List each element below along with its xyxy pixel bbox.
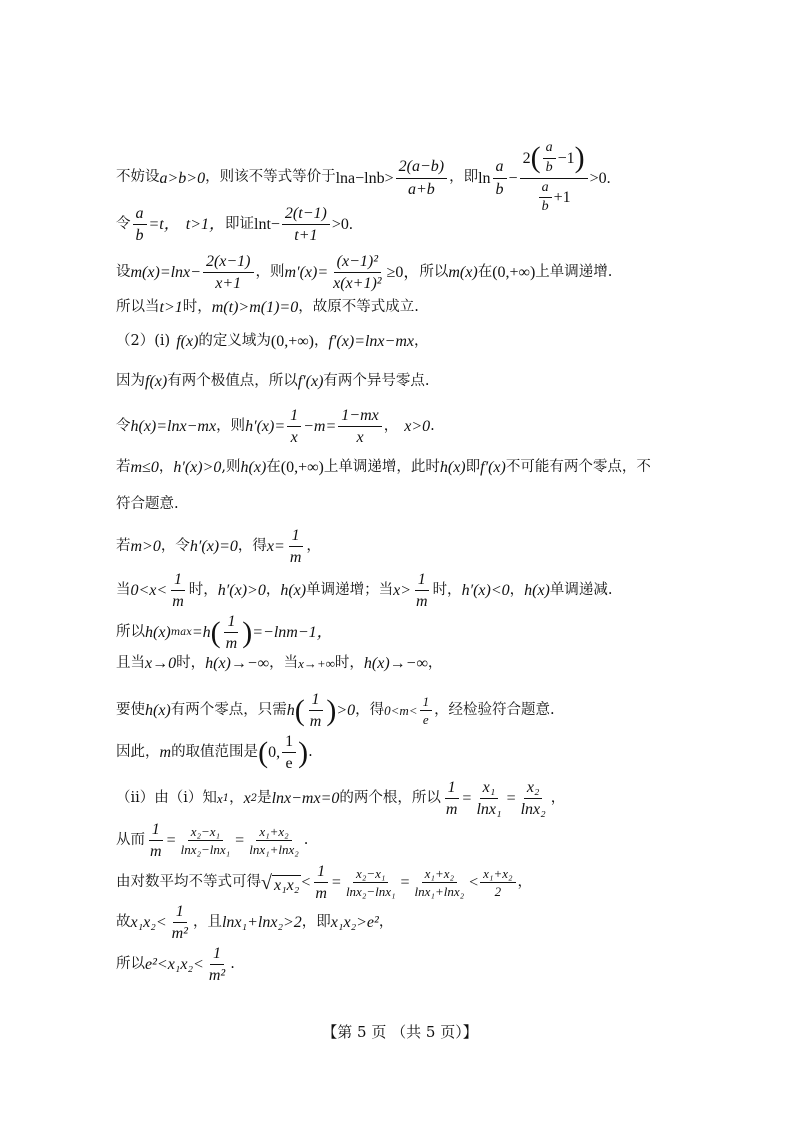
numerator: 1 [282,732,296,753]
numerator: 1−mx [338,406,381,427]
numerator: 1 [224,612,238,633]
math: e²<x₁x₂< [145,956,204,974]
text: 时， [182,298,212,315]
text: 单调递减. [549,581,613,598]
text: 符合题意. [116,496,179,512]
text: 即证 [225,215,254,232]
denominator: x(x+1)² [333,275,382,293]
math: lnt− [254,216,280,234]
math: = [400,874,410,892]
text: 即 [465,458,481,475]
numerator: a [493,157,507,178]
text: 因为 [116,372,145,389]
text: 要使 [116,701,145,718]
math: t>1， [185,216,225,234]
math: a>b>0 [159,169,206,187]
fraction [480,866,515,900]
denominator: m [445,801,458,819]
fraction [338,406,381,447]
fraction [287,526,305,567]
math: h(x) [145,624,171,642]
text: 所以 [116,623,145,640]
text: 时， [176,654,206,671]
numerator: 1 [173,902,187,923]
numerator: x₂−x₁ [353,866,388,884]
denominator: lnx₂−lnx₁ [345,884,396,900]
math: x [243,790,251,808]
text: 的取值范围是 [171,743,259,760]
math: h(x) [439,459,466,476]
text: 从而 [116,831,145,848]
numerator: x₁+x₂ [256,824,291,842]
math: h(x) [145,702,171,720]
line-11 [116,570,740,611]
line-13 [116,654,740,673]
numerator: 1 [289,526,303,547]
denominator: m [150,843,162,861]
denominator: lnx₂ [520,801,546,819]
fraction [169,902,191,943]
math: m≤0 [130,459,159,476]
paren-left: ( [210,615,221,649]
text: ， [378,913,394,930]
text: ，则该不等式等价于 [205,169,336,186]
fraction [133,204,147,245]
math: =t， [148,216,180,234]
numerator [520,140,588,179]
line-5 [116,332,740,351]
fraction [343,866,399,900]
fraction [443,778,461,819]
math: f′(x) [297,373,324,390]
denominator: lnx₁ [476,801,502,819]
math: h′(x)= [245,418,286,436]
text: ，则 [216,417,246,434]
math: lnx−mx=0 [271,790,340,808]
numerator: a [543,140,556,159]
fraction [543,140,556,177]
math: m(x) [448,264,478,282]
fraction [169,570,187,611]
denominator: m [315,885,327,903]
fraction [223,612,241,653]
line-15 [116,732,740,773]
math: = [166,832,176,850]
denominator: m² [171,925,188,943]
math: −m= [303,418,337,436]
numerator: 2(x−1) [203,252,254,273]
math: 2 [522,149,531,167]
denominator: m [172,593,184,611]
fraction [287,406,301,447]
numerator: 1 [445,778,459,799]
page-footer: 【第 5 页 （共 5 页）】 [322,1023,478,1041]
math: h(x)=lnx−mx [130,418,217,436]
text: 时， [334,654,364,671]
denominator: m² [208,967,226,985]
math: >0. [589,169,611,187]
denominator: t+1 [294,227,318,245]
line-7 [116,406,740,447]
line-14 [116,690,740,731]
text: ， [265,581,281,598]
fraction [312,862,330,903]
math: h′(x)>0 [217,582,266,600]
numerator: a [133,204,147,225]
numerator: x₂ [524,778,543,799]
text: ，得 [355,701,385,718]
math: x→0 [145,655,177,672]
text: 在 [477,263,493,280]
text: ，故原不等式成立. [298,298,419,315]
fraction [307,690,325,731]
line-8 [116,458,740,477]
fraction [282,204,330,245]
math: x>0 [404,418,431,436]
text: （2）(i) [116,332,171,349]
text: 设 [116,263,131,280]
text: 有两个极值点，所以 [167,372,298,389]
denominator: a+b [407,180,435,198]
text: 令 [116,417,131,434]
text: . [303,831,309,848]
math: x₁x₂>e² [330,914,379,932]
math: f′(x)=lnx−mx [328,333,414,350]
math: m′(x)= [284,264,329,282]
text: ，即 [301,913,331,930]
numerator: (x−1)² [334,252,381,273]
math: t>1 [159,299,183,316]
text: 当 [116,581,131,598]
text: ，经检验符合题意. [434,701,555,718]
math: 0<m< [384,702,418,718]
text: 所以 [116,955,145,972]
numerator: x₂−x₁ [188,824,223,842]
math: x₁x₂< [130,914,167,932]
math: (0,+∞) [492,264,536,282]
math: x> [393,582,411,600]
math: = [331,874,341,892]
paren-left: ( [530,141,541,175]
line-3 [116,252,740,293]
numerator: 1 [287,406,301,427]
text: ，即 [449,169,479,186]
text: 上单调递增. [535,263,613,280]
denominator: b [545,159,553,175]
subscript: 2 [250,792,258,804]
text: 不可能有两个零点，不 [505,458,651,475]
denominator: e [422,712,429,728]
square-root [261,871,301,895]
numerator: a [539,180,552,199]
math: m>0 [130,538,161,556]
fraction [518,778,549,819]
math: x→+∞ [298,655,335,671]
math: lnx₁+lnx₂>2 [221,914,302,932]
math: h′(x)=0 [189,538,238,556]
numerator: 2(a−b) [396,157,447,178]
fraction [282,732,296,773]
text: . [230,955,235,972]
fraction [420,694,433,728]
math: h(x) [280,582,307,600]
numerator: 1 [171,570,185,591]
math: ln [478,169,491,187]
fraction [412,866,468,900]
math: (0,+∞) [280,459,324,476]
text: ，则 [255,263,285,280]
subscript: max [170,626,192,638]
math: = [235,832,245,850]
text: ， [413,332,429,349]
math: h [286,702,295,720]
text: 故 [116,913,131,930]
line-19 [116,902,740,943]
math: =−lnm−1， [252,624,333,642]
denominator: x [356,429,364,447]
numerator: 1 [420,694,433,712]
numerator: 1 [210,944,224,965]
math: < [301,874,311,892]
line-4 [116,298,740,317]
numerator: x₁ [480,778,499,799]
math: >0 [336,702,356,720]
fraction [178,824,234,858]
text: 的定义域为 [198,332,271,349]
denominator: e [285,755,293,773]
text: 因此， [116,743,160,760]
math: lna−lnb> [335,169,394,187]
fraction [246,824,302,858]
text: 时， [432,581,462,598]
fraction [396,157,447,198]
text: 不妨设 [116,169,160,186]
text: 令 [116,215,131,232]
text: ，且 [192,913,222,930]
math: ≥0， [386,264,420,282]
text: . [308,743,313,760]
subscript: 1 [222,792,230,804]
denominator: b [541,199,549,215]
text: 有两个异号零点. [323,372,430,389]
text: ,则 [221,458,241,475]
math: m(x)=lnx− [130,264,201,282]
denominator: b [495,180,504,198]
denominator: lnx₁+lnx₂ [249,842,299,858]
math: < [469,874,479,892]
fraction [413,570,431,611]
denominator: 2 [494,884,502,900]
math: f′(x) [480,459,506,476]
line-10 [116,526,740,567]
math: m [159,744,172,762]
denominator: m [225,635,238,653]
text: . [430,417,435,434]
fraction [147,820,165,861]
denominator: m [289,549,302,567]
text: 有两个零点，只需 [170,701,287,718]
math: =h [191,624,211,642]
line-9 [116,496,740,513]
radicand: x₁x₂ [273,876,300,894]
fraction [206,944,228,985]
math: = [506,790,516,808]
math: h′(x)>0 [173,459,222,476]
paren-left: ( [258,735,269,769]
text: ， [229,789,244,806]
text: 若 [116,458,131,475]
math: f(x) [145,373,168,390]
text: ， [306,537,321,554]
paren-right: ) [242,615,253,649]
numerator: x₁+x₂ [480,866,515,884]
text: ， [550,789,566,806]
line-18 [116,862,740,903]
text: ，得 [237,537,267,554]
numerator: 1 [314,862,328,883]
text: 是 [257,789,272,806]
denominator: b [135,227,144,245]
paren-left: ( [294,693,305,727]
text: 时， [188,581,218,598]
denominator: x [290,429,298,447]
text: 且当 [116,654,145,671]
denominator: m [416,593,428,611]
line-17 [116,820,740,861]
denominator: lnx₂−lnx₁ [180,842,231,858]
text: 由对数平均不等式可得 [116,873,261,890]
math: −1 [557,149,575,167]
denominator: m [309,713,322,731]
math: h(x)→−∞ [363,655,428,672]
text: 在 [266,458,281,475]
text: 若 [116,537,131,554]
math: − [508,169,518,187]
text: ， [158,458,174,475]
math: 0<x< [130,582,168,600]
paren-right: ) [298,735,309,769]
paren-right: ) [326,693,337,727]
text: （ii）由（i）知 [116,789,217,806]
text: ， [383,417,399,434]
text: ，令 [160,537,190,554]
math: +1 [553,189,571,207]
math: h(x) [240,459,267,476]
text: 所以 [419,263,449,280]
text: ， [313,332,329,349]
numerator: 1 [415,570,429,591]
line-6 [116,372,740,391]
text: 单调递增；当 [306,581,394,598]
math: 0, [268,744,281,762]
fraction [330,252,384,293]
denominator: x+1 [215,275,242,293]
numerator: 1 [309,690,323,711]
numerator: x₁+x₂ [422,866,457,884]
fraction [203,252,254,293]
math: = [462,790,472,808]
line-20 [116,944,740,985]
math: x= [266,538,285,556]
fraction [493,157,507,198]
text: ， [517,873,533,890]
radical-sign: √ [261,871,272,894]
math: >0. [331,216,353,234]
math: (0,+∞) [270,333,314,350]
math: h(x) [524,582,550,600]
text: ， [427,654,443,671]
text: 的两个根，所以 [339,789,441,806]
line-16 [116,778,740,819]
math: x [216,790,223,806]
text: ，当 [269,654,299,671]
text: 上单调递增，此时 [323,458,440,475]
numerator: 2(t−1) [282,204,330,225]
line-2 [116,204,740,245]
math: m(t)>m(1)=0 [211,299,299,316]
fraction [473,778,504,819]
text: ， [509,581,525,598]
numerator: 1 [149,820,163,841]
denominator: lnx₁+lnx₂ [414,884,465,900]
math: f(x) [176,333,199,350]
line-12 [116,612,740,653]
math: h(x)→−∞ [205,655,270,672]
paren-right: ) [574,141,585,175]
text: 所以当 [116,298,160,315]
math: h′(x)<0 [461,582,510,600]
